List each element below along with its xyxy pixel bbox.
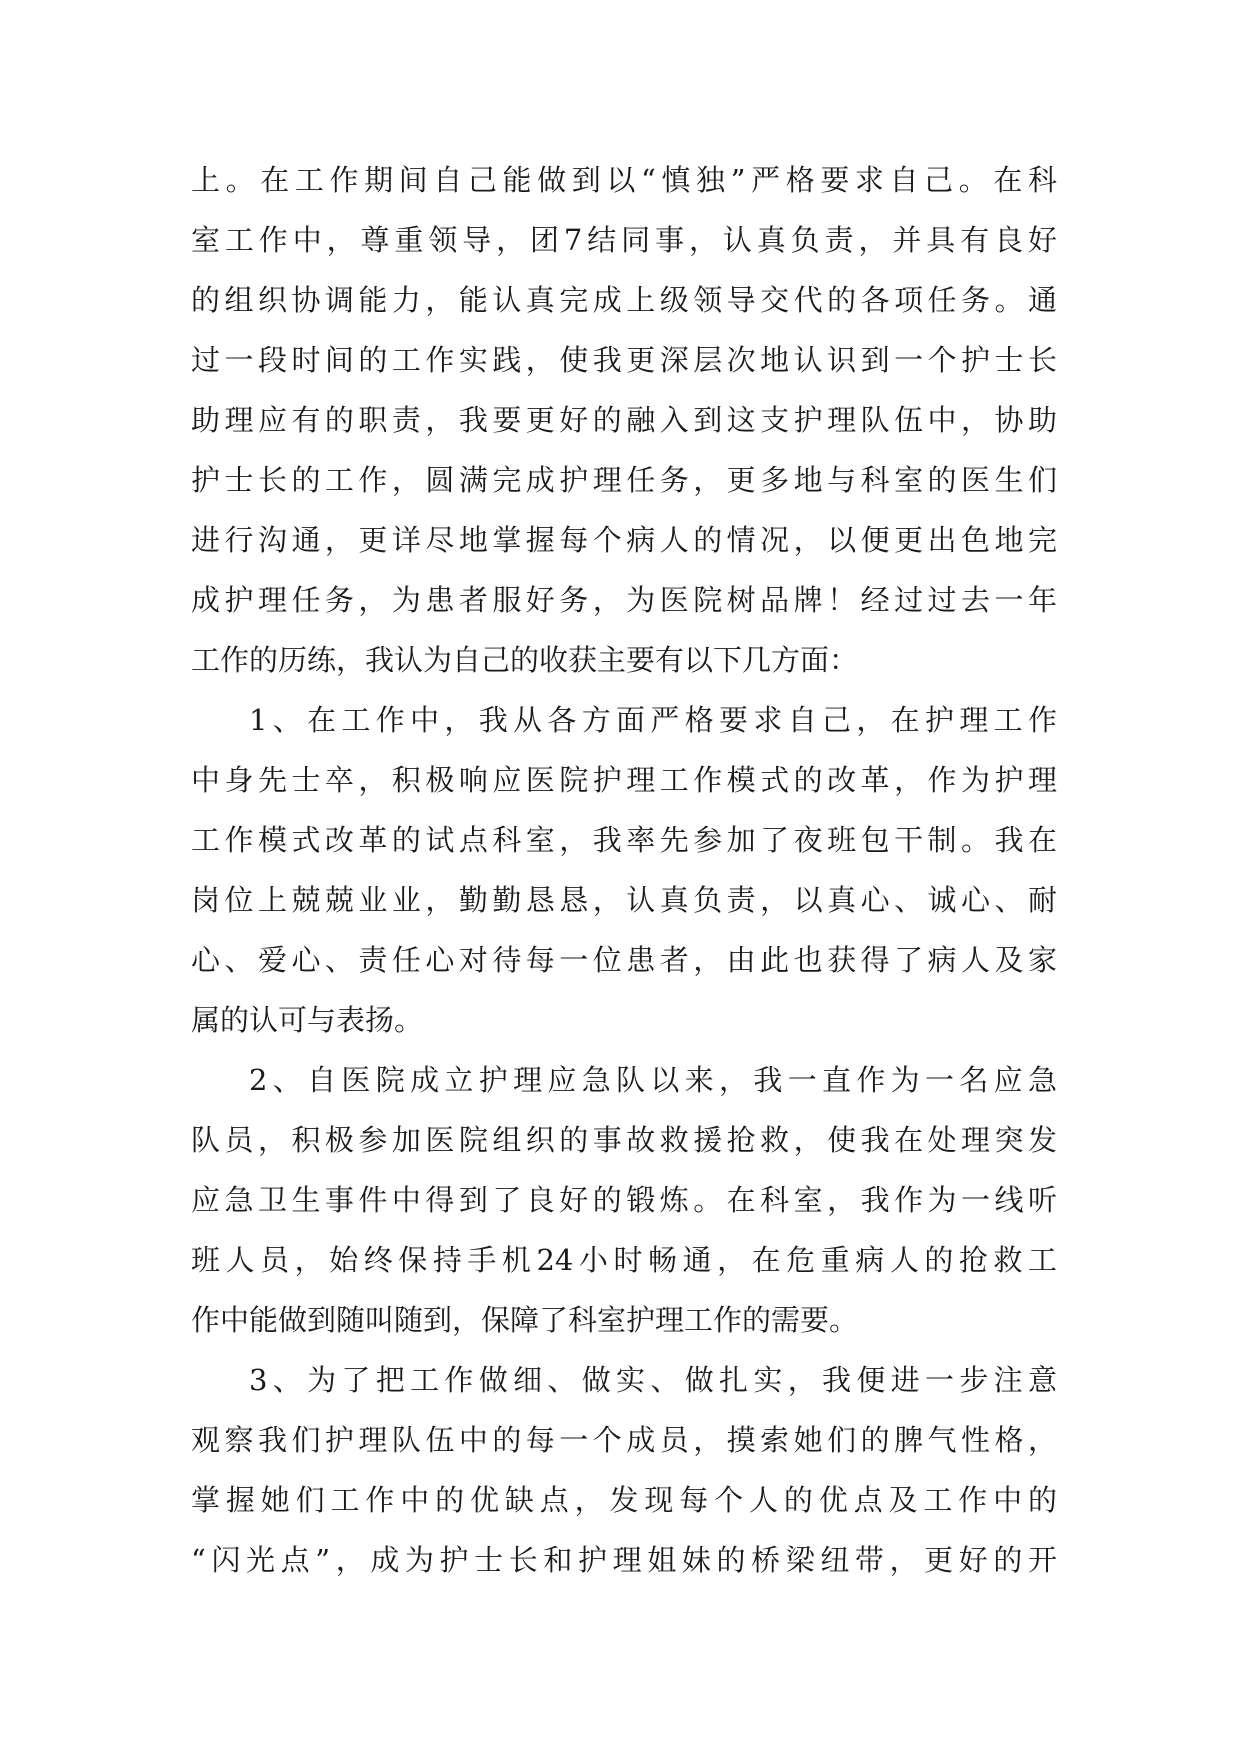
text-line: 掌握她们工作中的优缺点，发现每个人的优点及工作中的 [191,1483,1057,1517]
text-line: 队员，积极参加医院组织的事故救援抢救，使我在处理突发 [191,1123,1057,1157]
text-line: 工作模式改革的试点科室，我率先参加了夜班包干制。我在 [191,823,1057,857]
text-line: 班人员，始终保持手机24小时畅通，在危重病人的抢救工 [191,1243,1057,1277]
text-line: 工作的历练，我认为自己的收获主要有以下几方面： [191,643,859,677]
text-line: 属的认可与表扬。 [191,1003,424,1037]
paragraph-4 [191,1350,1057,1590]
text-line: 成护理任务，为患者服好务，为医院树品牌！经过过去一年 [191,583,1057,617]
text-line: 上。在工作期间自己能做到以“慎独”严格要求自己。在科 [191,163,1057,197]
paragraph-3 [191,1050,1057,1350]
text-line: 室工作中，尊重领导，团7结同事，认真负责，并具有良好 [191,223,1057,257]
text-line: 的组织协调能力，能认真完成上级领导交代的各项任务。通 [191,283,1057,317]
paragraph-2 [191,690,1057,1050]
text-line: 心、爱心、责任心对待每一位患者，由此也获得了病人及家 [191,943,1057,977]
text-line: 1、在工作中，我从各方面严格要求自己，在护理工作 [249,703,1057,737]
text-line: 2、自医院成立护理应急队以来，我一直作为一名应急 [249,1063,1057,1097]
text-line: 过一段时间的工作实践，使我更深层次地认识到一个护士长 [191,343,1057,377]
text-line: 护士长的工作，圆满完成护理任务，更多地与科室的医生们 [191,463,1057,497]
text-line: 岗位上兢兢业业，勤勤恳恳，认真负责，以真心、诚心、耐 [191,883,1057,917]
document-body [191,150,1057,1590]
text-line: 3、为了把工作做细、做实、做扎实，我便进一步注意 [249,1363,1057,1397]
text-line: 中身先士卒，积极响应医院护理工作模式的改革，作为护理 [191,763,1057,797]
text-line: 进行沟通，更详尽地掌握每个病人的情况，以便更出色地完 [191,523,1057,557]
text-line: 助理应有的职责，我要更好的融入到这支护理队伍中，协助 [191,403,1057,437]
text-line: 作中能做到随叫随到，保障了科室护理工作的需要。 [191,1303,859,1337]
text-line: 观察我们护理队伍中的每一个成员，摸索她们的脾气性格， [191,1423,1057,1457]
text-line: “闪光点”，成为护士长和护理姐妹的桥梁纽带，更好的开 [191,1543,1057,1577]
text-line: 应急卫生事件中得到了良好的锻炼。在科室，我作为一线听 [191,1183,1057,1217]
paragraph-1 [191,150,1057,690]
